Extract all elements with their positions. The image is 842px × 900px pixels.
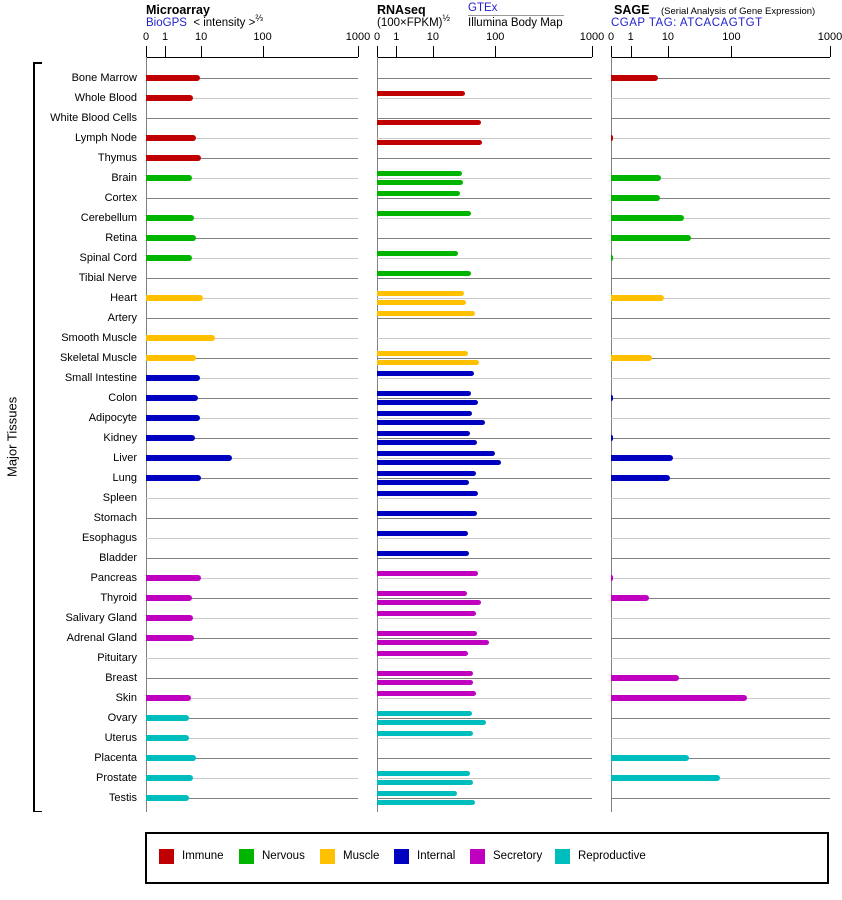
bar-microarray <box>146 255 192 261</box>
bar-rnaseq-illumina <box>377 360 479 365</box>
bar-sage <box>611 75 658 81</box>
tissue-label: Lymph Node <box>75 132 137 144</box>
bar-rnaseq-gtex <box>377 611 476 616</box>
bar-microarray <box>146 415 200 421</box>
axis-tick-sage <box>631 46 632 57</box>
row-line-rnaseq <box>377 698 592 699</box>
bar-microarray <box>146 795 189 801</box>
tissue-label: Cortex <box>104 192 137 204</box>
row-line-rnaseq <box>377 478 592 479</box>
row-line-sage <box>611 138 830 139</box>
row-line-rnaseq <box>377 98 592 99</box>
bar-sage <box>611 455 673 461</box>
row-line-rnaseq <box>377 598 592 599</box>
bar-rnaseq-gtex <box>377 371 474 376</box>
row-line-rnaseq <box>377 798 592 799</box>
bar-rnaseq-illumina <box>377 800 475 805</box>
row-line-sage <box>611 798 830 799</box>
tissue-label: Artery <box>107 312 137 324</box>
row-line-rnaseq <box>377 758 592 759</box>
legend-swatch-muscle <box>320 849 335 864</box>
bar-sage <box>611 295 664 301</box>
axis-tick-label-microarray: 1 <box>162 31 169 43</box>
legend-label-nervous: Nervous <box>262 850 305 862</box>
bar-microarray <box>146 135 196 141</box>
bar-rnaseq-gtex <box>377 351 468 356</box>
bar-sage <box>611 755 689 761</box>
bar-microarray <box>146 615 193 621</box>
row-line-microarray <box>146 498 358 499</box>
row-line-sage <box>611 118 830 119</box>
bar-rnaseq-gtex <box>377 271 471 276</box>
legend-swatch-reproductive <box>555 849 570 864</box>
biogps-link[interactable]: BioGPS <box>146 17 187 29</box>
bar-rnaseq-gtex <box>377 551 469 556</box>
tissue-label: Ovary <box>107 712 137 724</box>
row-line-rnaseq <box>377 138 592 139</box>
row-line-sage <box>611 558 830 559</box>
axis-tick-label-microarray: 0 <box>142 31 150 43</box>
bar-rnaseq-gtex <box>377 591 467 596</box>
sage-note: (Serial Analysis of Gene Expression) <box>661 6 816 17</box>
bar-sage <box>611 775 720 781</box>
bar-rnaseq-gtex <box>377 311 475 316</box>
tissue-label: Small Intestine <box>64 372 137 384</box>
bar-rnaseq-gtex <box>377 211 471 216</box>
bar-rnaseq-gtex <box>377 791 457 796</box>
row-line-rnaseq <box>377 538 592 539</box>
row-line-sage <box>611 398 830 399</box>
tissue-label: Whole Blood <box>74 92 137 104</box>
tissue-label: Lung <box>112 472 137 484</box>
row-line-sage <box>611 378 830 379</box>
axis-baseline-sage <box>611 57 830 58</box>
row-line-sage <box>611 438 830 439</box>
row-line-rnaseq <box>377 578 592 579</box>
axis-tick-microarray <box>165 46 166 57</box>
row-line-rnaseq <box>377 218 592 219</box>
tissue-label: Uterus <box>104 732 137 744</box>
bar-sage <box>611 235 691 241</box>
tissue-label: Cerebellum <box>80 212 137 224</box>
illumina-body-map-label: Illumina Body Map <box>468 17 563 29</box>
bar-rnaseq-illumina <box>377 480 469 485</box>
row-line-rnaseq <box>377 178 592 179</box>
bar-sage <box>611 255 613 261</box>
tissue-label: Skin <box>115 692 137 704</box>
bar-rnaseq-gtex <box>377 451 495 456</box>
axis-tick-label-microarray: 1000 <box>345 31 371 43</box>
bar-rnaseq-gtex <box>377 251 458 256</box>
axis-tick-label-sage: 10 <box>661 31 675 43</box>
bar-rnaseq-illumina <box>377 300 466 305</box>
bar-rnaseq-illumina <box>377 460 501 465</box>
axis-tick-rnaseq <box>433 46 434 57</box>
row-line-rnaseq <box>377 198 592 199</box>
bar-microarray <box>146 235 196 241</box>
axis-baseline-rnaseq <box>377 57 592 58</box>
axis-tick-label-sage: 1 <box>627 31 634 43</box>
row-line-rnaseq <box>377 298 592 299</box>
bar-microarray <box>146 595 192 601</box>
row-line-rnaseq <box>377 618 592 619</box>
legend-swatch-immune <box>159 849 174 864</box>
rnaseq-source-divider <box>468 15 564 16</box>
bar-rnaseq-illumina <box>377 120 481 125</box>
row-line-sage <box>611 258 830 259</box>
tissue-label: Pancreas <box>90 572 137 584</box>
axis-tick-microarray <box>358 46 359 57</box>
major-tissues-label: Major Tissues <box>4 396 20 478</box>
rnaseq-exponent: ½ <box>442 13 451 24</box>
bar-sage <box>611 575 613 581</box>
axis-tick-label-rnaseq: 1 <box>393 31 400 43</box>
microarray-subtitle <box>146 13 263 29</box>
bar-rnaseq-gtex <box>377 91 465 96</box>
tissue-label: White Blood Cells <box>50 112 137 124</box>
bar-rnaseq-gtex <box>377 631 477 636</box>
bar-microarray <box>146 215 194 221</box>
bar-rnaseq-gtex <box>377 291 464 296</box>
axis-tick-rnaseq <box>396 46 397 57</box>
tissue-label: Thymus <box>97 152 137 164</box>
bar-microarray <box>146 735 189 741</box>
bar-rnaseq-gtex <box>377 711 472 716</box>
legend-label-immune: Immune <box>182 850 224 862</box>
bar-sage <box>611 695 747 701</box>
bar-sage <box>611 215 684 221</box>
bracket-vertical <box>33 62 35 812</box>
tissue-label: Esophagus <box>81 532 137 544</box>
bar-rnaseq-illumina <box>377 720 486 725</box>
axis-tick-microarray <box>201 46 202 57</box>
bar-rnaseq-gtex <box>377 471 476 476</box>
row-line-rnaseq <box>377 338 592 339</box>
tissue-label: Prostate <box>96 772 137 784</box>
axis-tick-label-rnaseq: 1000 <box>579 31 605 43</box>
row-line-rnaseq <box>377 278 592 279</box>
bar-sage <box>611 595 649 601</box>
bar-microarray <box>146 75 200 81</box>
row-line-rnaseq <box>377 358 592 359</box>
row-line-sage <box>611 158 830 159</box>
row-line-sage <box>611 418 830 419</box>
microarray-title: Microarray <box>146 3 210 17</box>
bar-rnaseq-gtex <box>377 491 478 496</box>
axis-tick-label-sage: 0 <box>607 31 615 43</box>
row-line-microarray <box>146 658 358 659</box>
rnaseq-subtitle: (100×FPKM)$^{\frac{1}{2}}$ <box>377 13 451 29</box>
tissue-label: Colon <box>108 392 137 404</box>
axis-tick-label-microarray: 100 <box>253 31 272 43</box>
row-line-rnaseq <box>377 738 592 739</box>
row-line-sage <box>611 738 830 739</box>
legend-swatch-secretory <box>470 849 485 864</box>
row-line-rnaseq <box>377 118 592 119</box>
bar-microarray <box>146 575 201 581</box>
axis-tick-label-rnaseq: 0 <box>373 31 381 43</box>
row-line-rnaseq <box>377 458 592 459</box>
rnaseq-title: RNAseq <box>377 3 426 17</box>
bar-microarray <box>146 395 198 401</box>
row-line-sage <box>611 538 830 539</box>
row-line-microarray <box>146 318 358 319</box>
tissue-label: Retina <box>105 232 137 244</box>
bar-microarray <box>146 335 215 341</box>
bar-microarray <box>146 355 196 361</box>
bar-microarray <box>146 775 193 781</box>
row-line-sage <box>611 658 830 659</box>
bar-microarray <box>146 475 201 481</box>
row-line-rnaseq <box>377 498 592 499</box>
row-line-microarray <box>146 518 358 519</box>
legend-label-reproductive: Reproductive <box>578 850 646 862</box>
bar-rnaseq-gtex <box>377 511 477 516</box>
tissue-label: Placenta <box>94 752 137 764</box>
tissue-label: Tibial Nerve <box>78 272 137 284</box>
bar-rnaseq-illumina <box>377 440 477 445</box>
bar-rnaseq-gtex <box>377 191 460 196</box>
bar-rnaseq-gtex <box>377 731 473 736</box>
axis-tick-rnaseq <box>377 46 378 57</box>
bar-microarray <box>146 375 200 381</box>
row-line-rnaseq <box>377 158 592 159</box>
row-line-microarray <box>146 538 358 539</box>
legend-label-muscle: Muscle <box>343 850 380 862</box>
tissue-label: Bone Marrow <box>71 72 137 84</box>
row-line-rnaseq <box>377 718 592 719</box>
tissue-label: Spinal Cord <box>79 252 137 264</box>
bar-rnaseq-illumina <box>377 680 473 685</box>
bar-sage <box>611 435 613 441</box>
bar-sage <box>611 195 660 201</box>
tissue-label: Pituitary <box>97 652 137 664</box>
row-line-microarray <box>146 558 358 559</box>
row-line-sage <box>611 718 830 719</box>
tissue-label: Liver <box>113 452 137 464</box>
axis-tick-rnaseq <box>495 46 496 57</box>
bar-rnaseq-gtex <box>377 411 472 416</box>
bar-rnaseq-gtex <box>377 651 468 656</box>
cgap-tag-link[interactable]: CGAP TAG: ATCACAGTGT <box>611 17 763 29</box>
row-line-microarray <box>146 198 358 199</box>
bar-microarray <box>146 755 196 761</box>
bar-rnaseq-illumina <box>377 780 473 785</box>
bar-microarray <box>146 455 232 461</box>
row-line-rnaseq <box>377 518 592 519</box>
row-line-microarray <box>146 678 358 679</box>
legend-swatch-internal <box>394 849 409 864</box>
bar-rnaseq-gtex <box>377 171 462 176</box>
row-line-rnaseq <box>377 778 592 779</box>
row-line-sage <box>611 638 830 639</box>
bar-microarray <box>146 715 189 721</box>
bar-sage <box>611 475 670 481</box>
axis-tick-label-sage: 100 <box>722 31 741 43</box>
bar-rnaseq-gtex <box>377 431 470 436</box>
bracket-bottom-tick <box>33 811 42 813</box>
axis-tick-label-rnaseq: 10 <box>426 31 440 43</box>
row-line-sage <box>611 278 830 279</box>
row-line-rnaseq <box>377 318 592 319</box>
tissue-label: Adipocyte <box>88 412 137 424</box>
sage-title: SAGE <box>614 3 650 17</box>
bar-rnaseq-gtex <box>377 671 473 676</box>
bar-microarray <box>146 295 203 301</box>
microarray-scale-text: < intensity > <box>193 17 256 29</box>
tissue-label: Salivary Gland <box>65 612 137 624</box>
axis-tick-sage <box>731 46 732 57</box>
bracket-top-tick <box>33 62 42 64</box>
bar-microarray <box>146 635 194 641</box>
bar-rnaseq-gtex <box>377 771 470 776</box>
tissue-label: Spleen <box>102 492 137 504</box>
row-line-sage <box>611 578 830 579</box>
axis-tick-sage <box>611 46 612 57</box>
row-line-rnaseq <box>377 558 592 559</box>
bar-rnaseq-gtex <box>377 691 476 696</box>
axis-tick-label-rnaseq: 100 <box>486 31 505 43</box>
bar-rnaseq-gtex <box>377 391 471 396</box>
bar-sage <box>611 395 613 401</box>
legend-label-secretory: Secretory <box>493 850 543 862</box>
bar-rnaseq-gtex <box>377 531 468 536</box>
tissue-label: Testis <box>108 792 137 804</box>
bar-rnaseq-illumina <box>377 420 485 425</box>
bar-rnaseq-illumina <box>377 640 489 645</box>
bar-sage <box>611 175 661 181</box>
tissue-label: Skeletal Muscle <box>59 352 137 364</box>
row-line-sage <box>611 618 830 619</box>
bar-microarray <box>146 175 192 181</box>
gtex-link[interactable]: GTEx <box>468 2 498 14</box>
tissue-label: Bladder <box>99 552 137 564</box>
row-line-rnaseq <box>377 78 592 79</box>
tissue-label: Smooth Muscle <box>61 332 137 344</box>
bar-microarray <box>146 155 201 161</box>
axis-tick-label-sage: 1000 <box>817 31 842 43</box>
legend-label-internal: Internal <box>417 850 456 862</box>
axis-tick-rnaseq <box>592 46 593 57</box>
axis-baseline-microarray <box>146 57 358 58</box>
axis-tick-microarray <box>263 46 264 57</box>
tissue-label: Brain <box>111 172 137 184</box>
tissue-label: Adrenal Gland <box>66 632 137 644</box>
legend <box>145 832 829 884</box>
row-line-rnaseq <box>377 398 592 399</box>
axis-tick-label-microarray: 10 <box>194 31 208 43</box>
bar-sage <box>611 355 652 361</box>
axis-tick-sage <box>668 46 669 57</box>
row-line-sage <box>611 338 830 339</box>
tissue-label: Breast <box>105 672 137 684</box>
row-line-sage <box>611 518 830 519</box>
axis-tick-microarray <box>146 46 147 57</box>
row-line-rnaseq <box>377 658 592 659</box>
row-line-sage <box>611 98 830 99</box>
bar-rnaseq-illumina <box>377 400 478 405</box>
bar-rnaseq-illumina <box>377 140 482 145</box>
axis-tick-sage <box>830 46 831 57</box>
tissue-label: Stomach <box>93 512 137 524</box>
bar-sage <box>611 675 679 681</box>
row-line-rnaseq <box>377 238 592 239</box>
bar-rnaseq-illumina <box>377 180 463 185</box>
row-line-rnaseq <box>377 638 592 639</box>
bar-sage <box>611 135 613 141</box>
tissue-label: Kidney <box>103 432 137 444</box>
microarray-exponent: ⅔ <box>255 13 263 24</box>
row-line-sage <box>611 318 830 319</box>
row-line-rnaseq <box>377 378 592 379</box>
bar-rnaseq-gtex <box>377 571 478 576</box>
row-line-rnaseq <box>377 418 592 419</box>
tissue-label: Thyroid <box>100 592 137 604</box>
bar-microarray <box>146 695 191 701</box>
row-line-rnaseq <box>377 438 592 439</box>
row-line-microarray <box>146 118 358 119</box>
row-line-rnaseq <box>377 678 592 679</box>
row-line-microarray <box>146 278 358 279</box>
bar-microarray <box>146 435 195 441</box>
row-line-sage <box>611 498 830 499</box>
bar-rnaseq-illumina <box>377 600 481 605</box>
row-line-rnaseq <box>377 258 592 259</box>
bar-microarray <box>146 95 193 101</box>
tissue-label: Heart <box>110 292 137 304</box>
legend-swatch-nervous <box>239 849 254 864</box>
